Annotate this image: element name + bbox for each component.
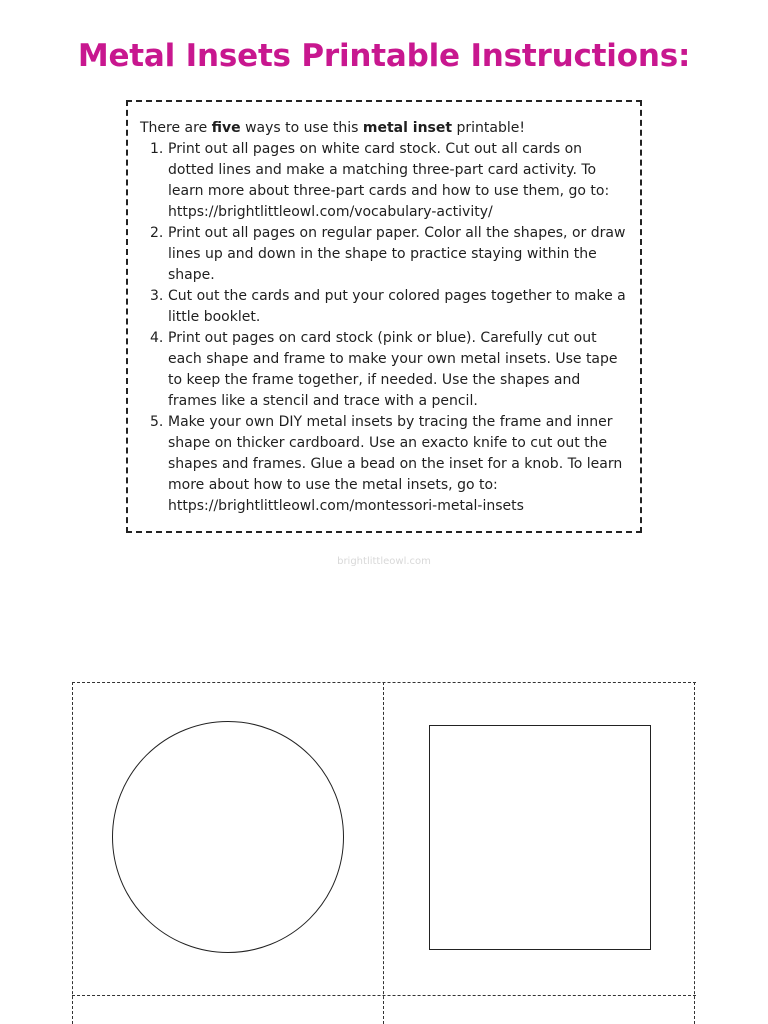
list-item: [140, 412, 630, 517]
cut-line-right: [694, 682, 695, 1024]
step-text: Print out all pages on white card stock. Cut out all cards on dotted lines and make a matching three-part card activity. To learn more about three-part cards and how to use them, go to: https://brightlittleowl.com/vocabulary-activity/: [168, 141, 610, 220]
cut-line-center: [383, 682, 384, 1024]
list-item: [140, 139, 630, 223]
intro-text-1: There are: [140, 120, 212, 136]
square-shape: [429, 725, 651, 950]
circle-shape: [112, 721, 344, 953]
step-number: 3.: [150, 288, 164, 304]
intro-text-3: printable!: [452, 120, 526, 136]
list-item: [140, 328, 630, 412]
step-text: Print out all pages on regular paper. Color all the shapes, or draw lines up and down in the shape to practice staying within the shape.: [168, 225, 626, 283]
step-text: Print out pages on card stock (pink or blue). Carefully cut out each shape and frame to make your own metal insets. Use tape to keep the frame together, if needed. Use the shapes and frames like a stencil and trace with a pencil.: [168, 330, 618, 409]
intro-bold-metal-inset: metal inset: [362, 120, 453, 136]
step-number: 1.: [150, 141, 164, 157]
watermark: brightlittleowl.com: [337, 556, 431, 567]
list-item: [140, 223, 630, 286]
step-number: 5.: [150, 414, 164, 430]
step-text: Cut out the cards and put your colored pages together to make a little booklet.: [168, 288, 626, 325]
list-item: [140, 286, 630, 328]
instructions-intro: [140, 118, 630, 139]
step-number: 2.: [150, 225, 164, 241]
step-text: Make your own DIY metal insets by tracing the frame and inner shape on thicker cardboard. Use an exacto knife to cut out the shapes and frames. Glue a bead on the inset for a knob. To learn more about how to use the metal insets, go to: https://brightlittleowl.com/montessori-metal-insets: [168, 414, 623, 514]
intro-text-2: ways to use this: [240, 120, 363, 136]
cut-line-top: [72, 682, 696, 683]
steps-list: [140, 139, 630, 517]
instructions-text: [140, 118, 630, 517]
cut-line-middle: [72, 995, 696, 996]
instructions-box: [126, 100, 642, 533]
page-title: Metal Insets Printable Instructions:: [77, 38, 691, 74]
cut-line-left: [72, 682, 73, 1024]
step-number: 4.: [150, 330, 164, 346]
intro-bold-five: five: [211, 120, 241, 136]
